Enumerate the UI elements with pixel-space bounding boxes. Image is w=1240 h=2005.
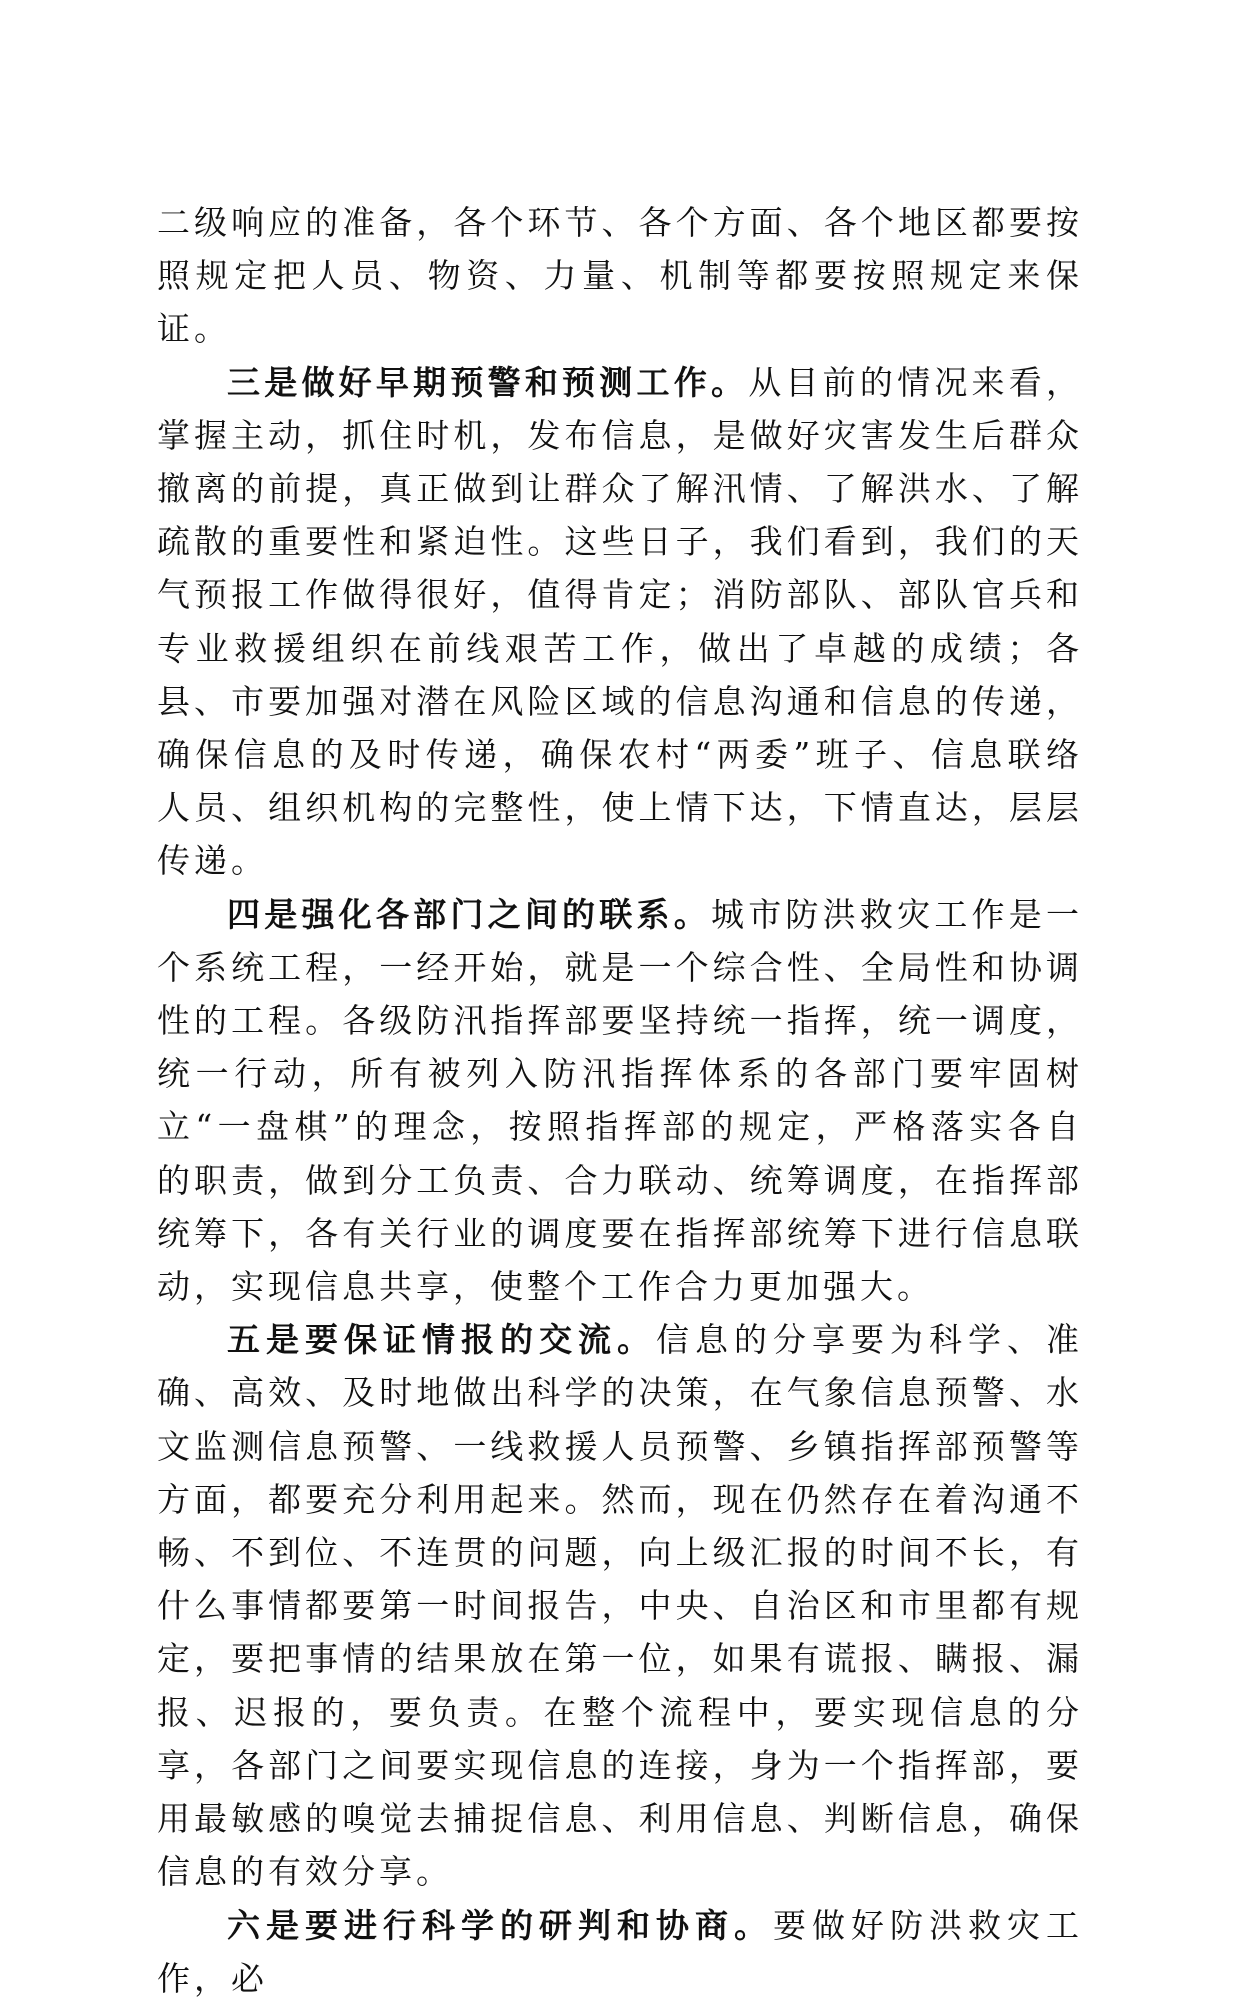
document-body [157,196,1083,2005]
paragraph-information-exchange [157,1313,1083,1898]
paragraph-heading: 五是要保证情报的交流。 [227,1320,656,1360]
paragraph-text: 从目前的情况来看，掌握主动，抓住时机，发布信息，是做好灾害发生后群众撤离的前提，真正做到让群众了解汛情、了解洪水、了解疏散的重要性和紧迫性。这些日子，我们看到，我们的天气预报工作做得很好，值得肯定；消防部队、部队官兵和专业救援组织在前线艰苦工作，做出了卓越的成绩；各县、市要加强对潜在风险区域的信息沟通和信息的传递，确保信息的及时传递，确保农村“两委”班子、信息联络人员、组织机构的完整性，使上情下达，下情直达，层层传递。 [157,362,1084,881]
paragraph-text: 城市防洪救灾工作是一个系统工程，一经开始，就是一个综合性、全局性和协调性的工程。各级防汛指挥部要坚持统一指挥，统一调度，统一行动，所有被列入防汛指挥体系的各部门要牢固树立“一盘棋”的理念，按照指挥部的规定，严格落实各自的职责，做到分工负责、合力联动、统筹调度，在指挥部统筹下，各有关行业的调度要在指挥部统筹下进行信息联动，实现信息共享，使整个工作合力更加强大。 [157,894,1084,1307]
paragraph-early-warning [157,356,1083,888]
paragraph-text: 信息的分享要为科学、准确、高效、及时地做出科学的决策，在气象信息预警、水文监测信息预警、一线救援人员预警、乡镇指挥部预警等方面，都要充分利用起来。然而，现在仍然存在着沟通不畅、不到位、不连贯的问题，向上级汇报的时间不长，有什么事情都要第一时间报告，中央、自治区和市里都有规定，要把事情的结果放在第一位，如果有谎报、瞒报、漏报、迟报的，要负责。在整个流程中，要实现信息的分享，各部门之间要实现信息的连接，身为一个指挥部，要用最敏感的嗅觉去捕捉信息、利用信息、判断信息，确保信息的有效分享。 [157,1320,1083,1892]
paragraph-heading: 六是要进行科学的研判和协商。 [227,1905,773,1945]
paragraph-text: 二级响应的准备，各个环节、各个方面、各个地区都要按照规定把人员、物资、力量、机制等都要按照规定来保证。 [157,203,1083,349]
paragraph-scientific-judgment [157,1899,1083,2005]
paragraph-department-coordination [157,888,1083,1314]
paragraph-heading: 四是强化各部门之间的联系。 [227,894,711,934]
paragraph-text: 要做好防洪救灾工作，必 [157,1905,1083,1998]
paragraph-continuation [157,196,1083,356]
paragraph-heading: 三是做好早期预警和预测工作。 [227,362,749,402]
